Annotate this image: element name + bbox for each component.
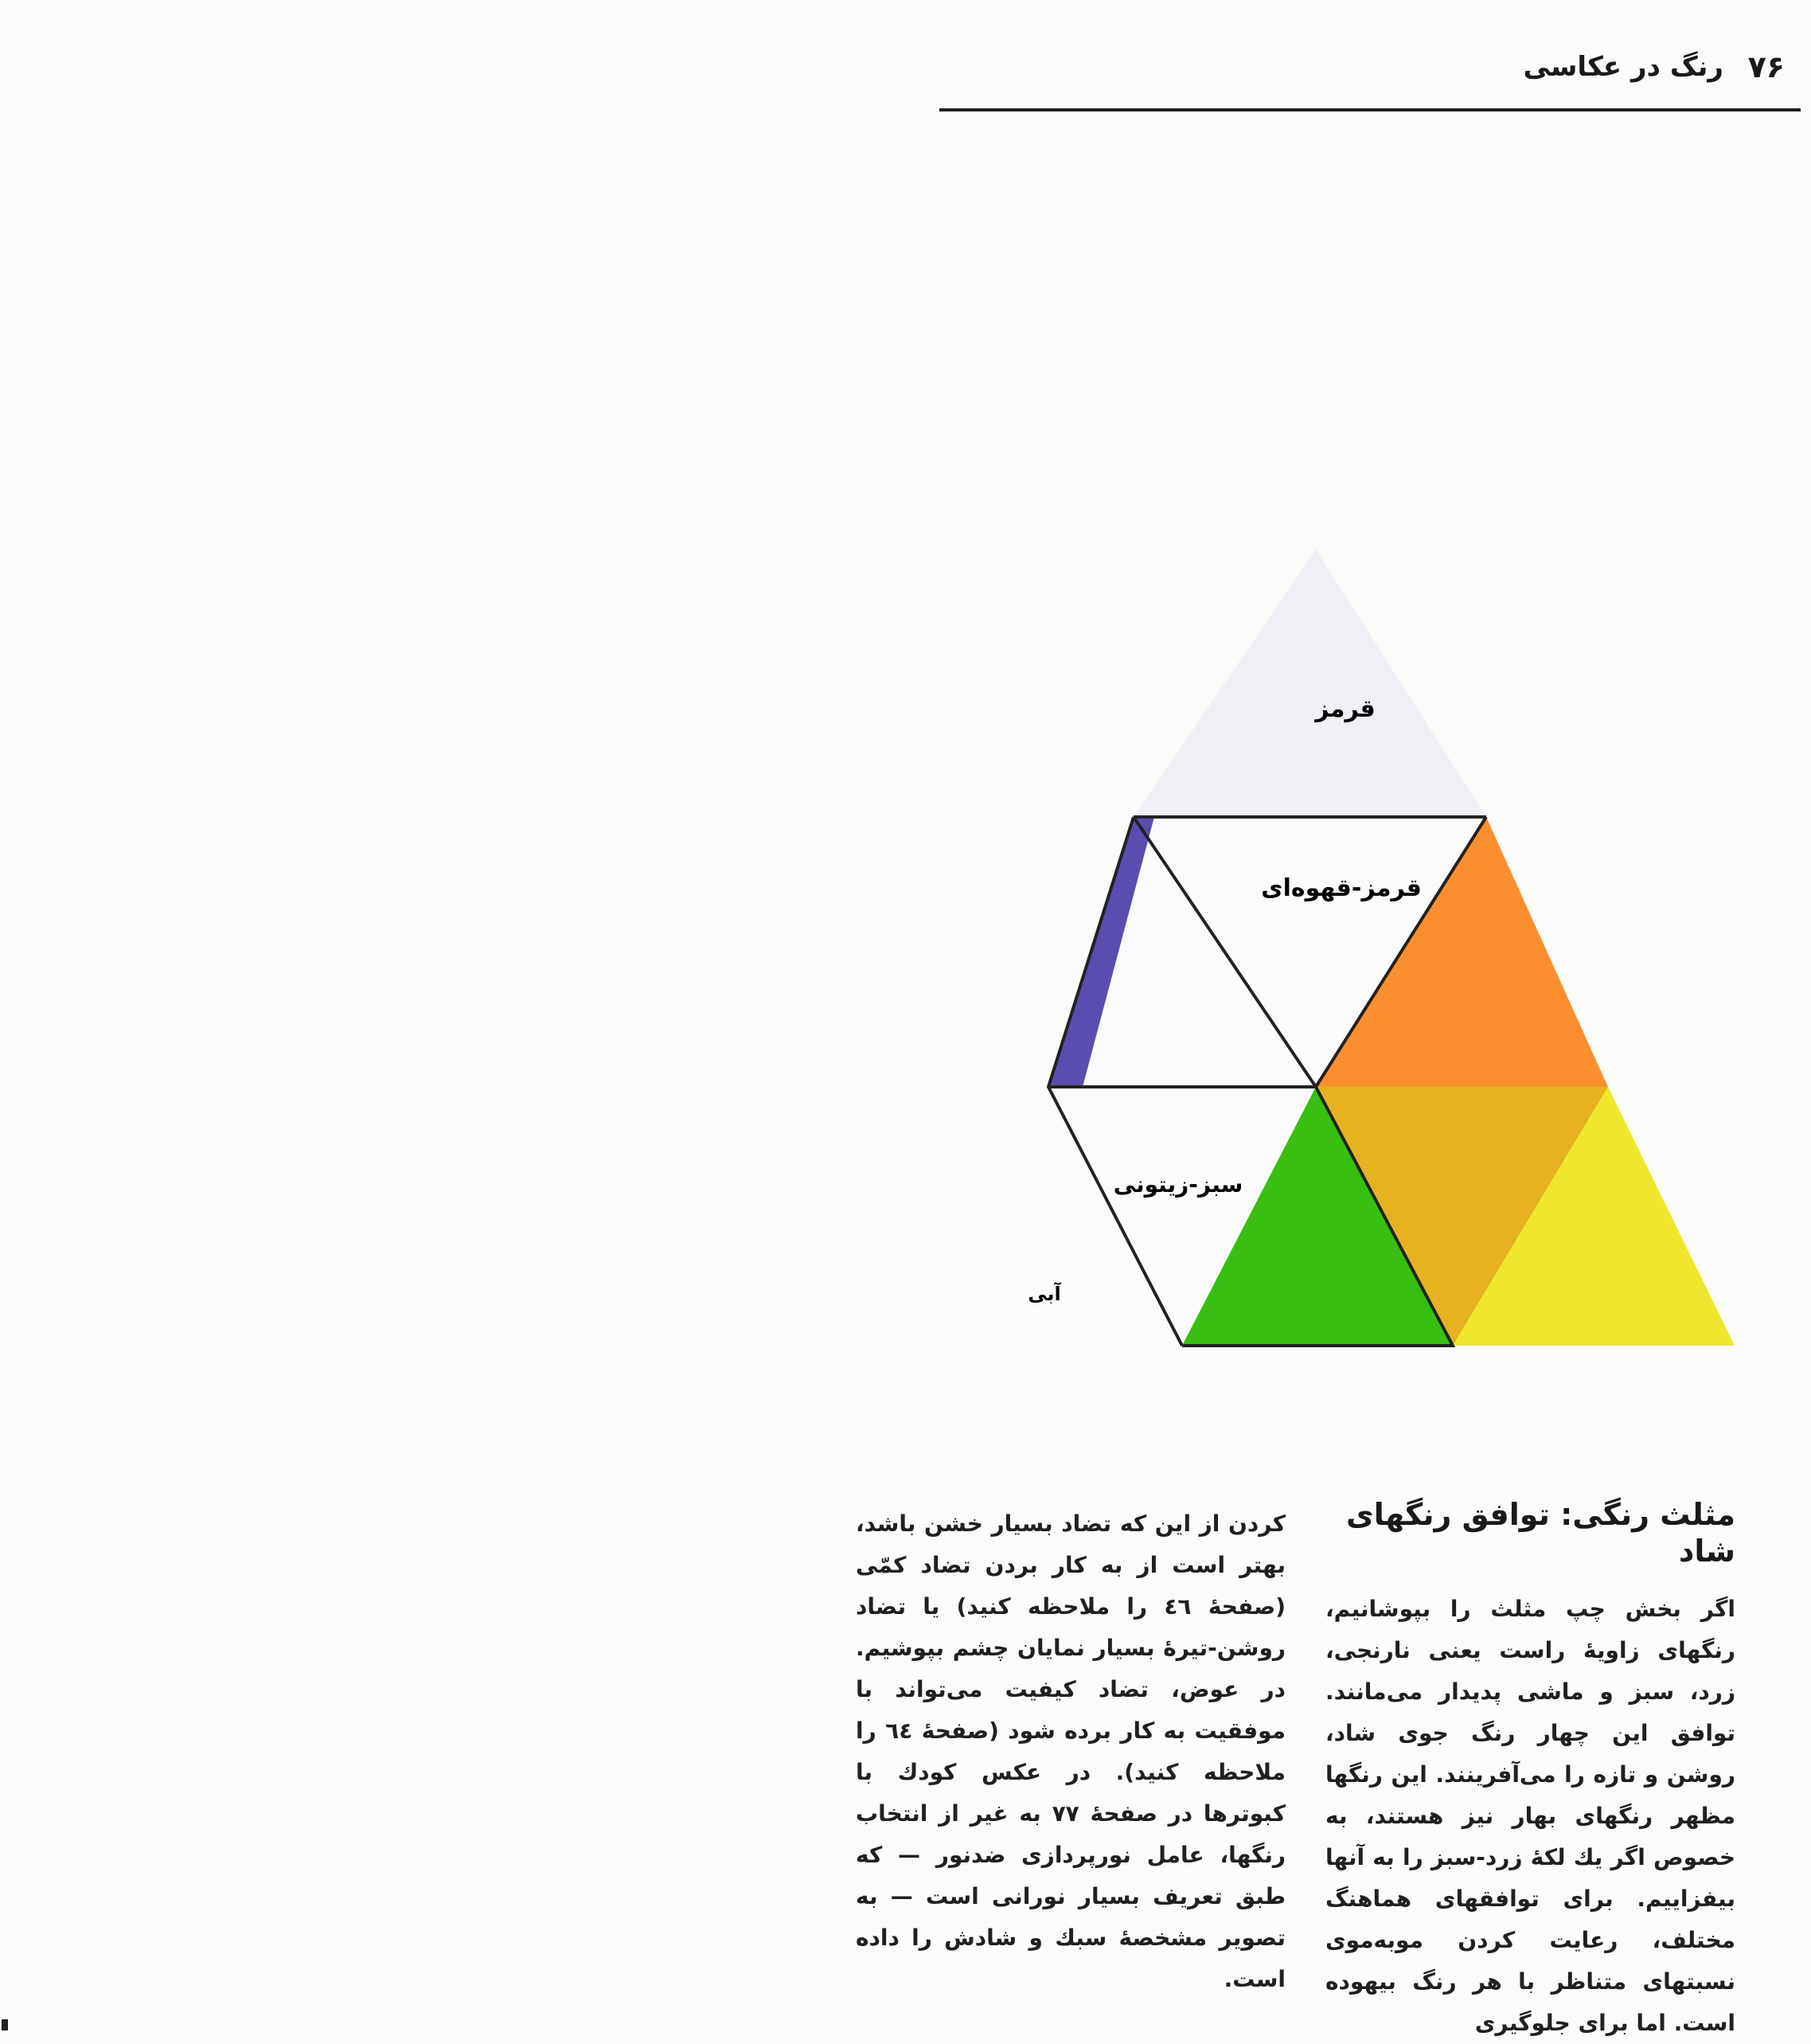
label-red-brown: قرمز-قهوه‌ای [1261, 874, 1422, 902]
label-blue: آبی [1028, 1283, 1061, 1305]
page-header [939, 49, 1799, 97]
color-triangle-svg [1011, 533, 1783, 1362]
body-text-left-column: کردن از این که تضاد بسیار خشن باشد، بهتر است از به کار بردن تضاد کمّی (صفحهٔ ٤٦ را ملاحظه کنید) یا تضاد روشن-تیرهٔ بسیار نمایان چشم بپوشیم. در عوض، تضاد کیفیت می‌تواند با موفقیت به کار برده شود (صفحهٔ ٦٤ را ملاحظه کنید). در عکس کودك با کبوترها در صفحهٔ ۷۷ به غیر از انتخاب رنگها، عامل نورپردازی ضدنور — که طبق تعریف بسیار نورانی است — به تصویر مشخصهٔ سبك و شادش را داده است. [856, 1511, 1286, 1992]
color-triangle-diagram [1011, 533, 1783, 1362]
section-heading: مثلث رنگی: توافق رنگهای شاد [1345, 1497, 1735, 1569]
top-triangle [1134, 549, 1486, 817]
header-rule [939, 108, 1801, 111]
running-title: رنگ در عکاسی [1523, 51, 1723, 83]
label-olive-green: سبز-زیتونی [1113, 1171, 1243, 1198]
label-red: قرمز [1315, 695, 1376, 723]
body-text-right-column: اگر بخش چپ مثلث را بپوشانیم، رنگهای زاویهٔ راست یعنی نارنجی، زرد، سبز و ماشی پدیدار می‌مانند. توافق این چهار رنگ جوی شاد، روشن و تازه را می‌آفرینند. این رنگها مظهر رنگهای بهار نیز هستند، به خصوص اگر یك لکهٔ زرد-سبز را به آنها بیفزاییم. برای توافقهای هماهنگ مختلف، رعایت کردن موبه‌موی نسبتهای متناظر با هر رنگ بیهوده است. اما برای جلوگیری [1325, 1596, 1735, 2036]
page-edge-mark [2, 2019, 8, 2030]
page-number: ۷۶ [1747, 49, 1785, 84]
